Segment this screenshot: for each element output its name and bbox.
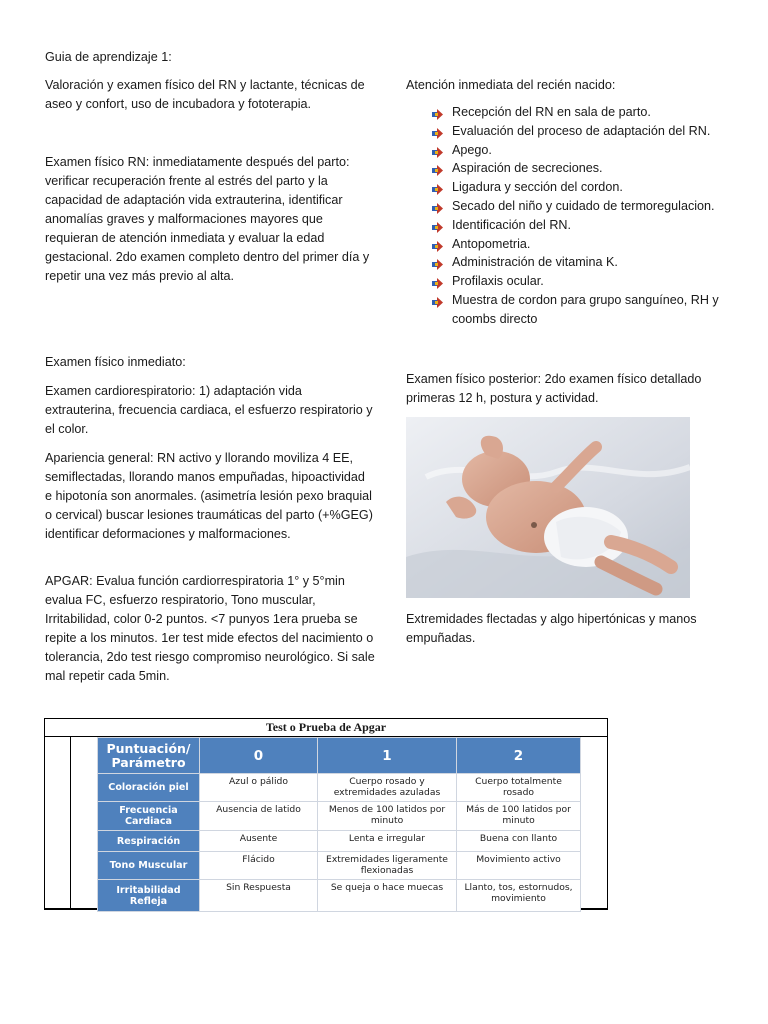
table-header-cell: Puntuación/ Parámetro [98, 738, 200, 774]
table-cell: Llanto, tos, estornudos, movimiento [457, 880, 581, 912]
table-row [98, 802, 581, 831]
list-item: Apego. [430, 141, 730, 160]
table-param-cell: Irritabilidad Refleja [98, 880, 200, 912]
table-header-cell: 0 [200, 738, 318, 774]
list-item: Ligadura y sección del cordon. [430, 178, 730, 197]
bullet-arrow-icon [432, 276, 443, 287]
table-header-cell: 1 [318, 738, 457, 774]
list-item: Aspiración de secreciones. [430, 159, 730, 178]
bullet-arrow-icon [432, 257, 443, 268]
bullet-arrow-icon [432, 220, 443, 231]
examen-rn-paragraph: Examen físico RN: inmediatamente después del parto: verificar recuperación frente al estrés del parto y la capacidad de adaptación vida extrauterina, identificar anomalías graves y malformaciones mayores que requieran de atención inmediata y evaluar la edad gestacional. 2do examen completo dentro del primer día y repetir una vez más previo al alta. [45, 155, 370, 283]
list-item: Profilaxis ocular. [430, 272, 730, 291]
apgar-table [97, 737, 581, 912]
list-item: Antopometria. [430, 235, 730, 254]
apgar-table-title: Test o Prueba de Apgar [45, 719, 607, 737]
table-cell: Ausencia de latido [200, 802, 318, 831]
newborn-illustration [406, 417, 690, 598]
table-param-cell: Coloración piel [98, 774, 200, 802]
table-cell: Cuerpo rosado y extremidades azuladas [318, 774, 457, 802]
bullet-arrow-icon [432, 182, 443, 193]
examen-inmediato-title: Examen físico inmediato: [45, 355, 186, 369]
table-cell: Flácido [200, 852, 318, 880]
bullet-arrow-icon [432, 107, 443, 118]
list-item: Recepción del RN en sala de parto. [430, 103, 730, 122]
apgar-paragraph: APGAR: Evalua función cardiorrespiratoria 1° y 5°min evalua FC, esfuerzo respiratorio, Tono muscular, Irritabilidad, color 0-2 puntos. <7 punyos 1era prueba se repite a los minutos. 1er test mide efectos del nacimiento o tolerancia, 2do test riesgo compromiso neurológico. Si sale mal repetir cada 5min. [45, 574, 375, 683]
cardiorespiratorio-paragraph: Examen cardiorespiratorio: 1) adaptación vida extrauterina, frecuencia cardiaca, el esfuerzo respiratorio y el color. [45, 384, 373, 436]
table-cell: Extremidades ligeramente flexionadas [318, 852, 457, 880]
examen-posterior-paragraph: Examen físico posterior: 2do examen físico detallado primeras 12 h, postura y actividad. [406, 372, 702, 405]
apgar-table-frame [44, 718, 608, 910]
atencion-list [430, 103, 730, 329]
intro-paragraph: Valoración y examen físico del RN y lactante, técnicas de aseo y confort, uso de incubadora y fototerapia. [45, 78, 365, 111]
list-item: Secado del niño y cuidado de termoregulacion. [430, 197, 730, 216]
table-cell: Buena con llanto [457, 831, 581, 852]
bullet-arrow-icon [432, 126, 443, 137]
table-cell: Más de 100 latidos por minuto [457, 802, 581, 831]
table-cell: Azul o pálido [200, 774, 318, 802]
newborn-baby-photo [406, 417, 690, 598]
table-param-cell: Tono Muscular [98, 852, 200, 880]
table-cell: Ausente [200, 831, 318, 852]
bullet-arrow-icon [432, 201, 443, 212]
table-cell: Menos de 100 latidos por minuto [318, 802, 457, 831]
table-row [98, 852, 581, 880]
atencion-title: Atención inmediata del recién nacido: [406, 78, 616, 92]
table-cell: Sin Respuesta [200, 880, 318, 912]
table-param-cell: Respiración [98, 831, 200, 852]
bullet-arrow-icon [432, 295, 443, 306]
table-cell: Cuerpo totalmente rosado [457, 774, 581, 802]
bullet-arrow-icon [432, 163, 443, 174]
bullet-arrow-icon [432, 145, 443, 156]
table-divider [70, 737, 71, 909]
table-row [98, 831, 581, 852]
table-row [98, 880, 581, 912]
table-header-cell: 2 [457, 738, 581, 774]
table-cell: Movimiento activo [457, 852, 581, 880]
photo-caption: Extremidades flectadas y algo hipertónicas y manos empuñadas. [406, 612, 697, 645]
list-item: Muestra de cordon para grupo sanguíneo, RH y coombs directo [430, 291, 730, 329]
bullet-arrow-icon [432, 239, 443, 250]
list-item: Identificación del RN. [430, 216, 730, 235]
apariencia-paragraph: Apariencia general: RN activo y llorando moviliza 4 EE, semiflectadas, llorando manos empuñadas, hipoactividad e hipotonía son anormales. (asimetría lesión pexo braquial o cervical) buscar lesiones traumáticas del parto (+%GEG) identificar deformaciones y malformaciones. [45, 451, 373, 541]
table-cell: Se queja o hace muecas [318, 880, 457, 912]
page-heading: Guia de aprendizaje 1: [45, 50, 172, 64]
table-param-cell: Frecuencia Cardiaca [98, 802, 200, 831]
table-cell: Lenta e irregular [318, 831, 457, 852]
table-row [98, 774, 581, 802]
list-item: Evaluación del proceso de adaptación del RN. [430, 122, 730, 141]
list-item: Administración de vitamina K. [430, 253, 730, 272]
table-header-row [98, 738, 581, 774]
